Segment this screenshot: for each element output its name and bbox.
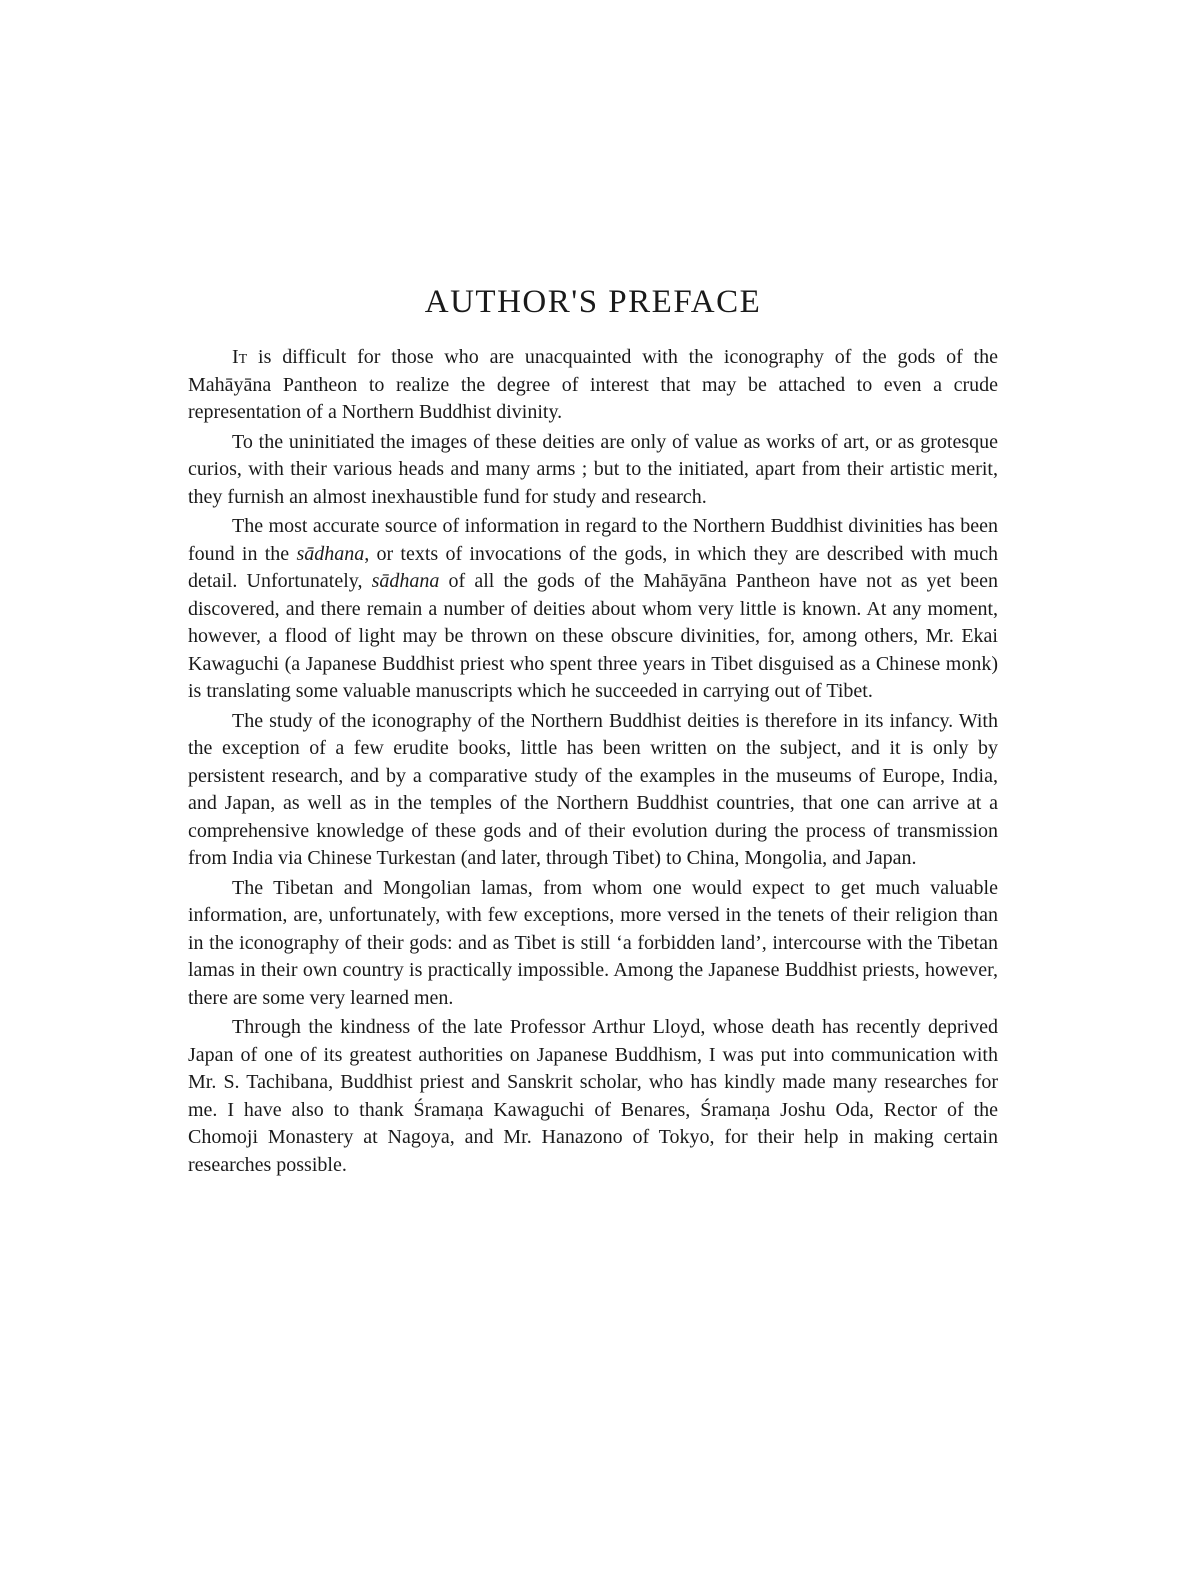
paragraph-3-text-b: , or texts of invocations of the gods, in which they are described with much detail. Unfortunately, — [188, 542, 998, 592]
paragraph-3-italic-1: sādhana — [296, 542, 365, 565]
paragraph-1-text: is difficult for those who are unacquainted with the iconography of the gods of the Mahāyāna Pantheon to realize the degree of interest that may be attached to even a crude representation of a Northern Buddhist divinity. — [188, 346, 998, 423]
paragraph-3-text-c: of all the gods of the Mahāyāna Pantheon have not as yet been discovered, and there remain a number of deities about whom very little is known. At any moment, however, a flood of light may be thrown on these obscure divinities, for, among others, Mr. Ekai Kawaguchi (a Japanese Buddhist priest who spent three years in Tibet disguised as a Chinese monk) is translating some valuable manuscripts which he succeeded in carrying out of Tibet. — [188, 570, 999, 702]
paragraph-5: The Tibetan and Mongolian lamas, from whom one would expect to get much valuable information, are, unfortunately, with few exceptions, more versed in the tenets of their religion than in the iconography of their gods: and as Tibet is still ‘a forbidden land’, intercourse with the Tibetan lamas in their own country is practically impossible. Among the Japanese Buddhist priests, however, there are some very learned men. — [188, 876, 998, 1009]
page-title: AUTHOR'S PREFACE — [424, 284, 762, 320]
paragraph-1-lead: It — [232, 346, 248, 368]
paragraph-3 — [188, 513, 998, 706]
preface-page — [188, 282, 998, 1181]
paragraph-3-italic-2: sādhana — [371, 570, 440, 592]
paragraph-2: To the uninitiated the images of these deities are only of value as works of art, or as grotesque curios, with their various heads and many arms ; but to the initiated, apart from their artistic merit, they furnish an almost inexhaustible fund for study and research. — [188, 430, 998, 508]
paragraph-1 — [188, 344, 998, 427]
paragraph-3-text-a: The most accurate source of information in regard to the Northern Buddhist divinities has been found in the — [188, 515, 998, 565]
paragraph-6: Through the kindness of the late Professor Arthur Lloyd, whose death has recently deprived Japan of one of its greatest authorities on Japanese Buddhism, I was put into communication with Mr. S. Tachibana, Buddhist priest and Sanskrit scholar, who has kindly made many researches for me. I have also to thank Śramaṇa Kawaguchi of Benares, Śramaṇa Joshu Oda, Rector of the Chomoji Monastery at Nagoya, and Mr. Hanazono of Tokyo, for their help in making certain researches possible. — [188, 1016, 998, 1176]
paragraph-4: The study of the iconography of the Northern Buddhist deities is therefore in its infancy. With the exception of a few erudite books, little has been written on the subject, and it is only by persistent research, and by a comparative study of the examples in the museums of Europe, India, and Japan, as well as in the temples of the Northern Buddhist countries, that one can arrive at a comprehensive knowledge of these gods and of their evolution during the process of transmission from India via Chinese Turkestan (and later, through Tibet) to China, Mongolia, and Japan. — [188, 709, 998, 869]
